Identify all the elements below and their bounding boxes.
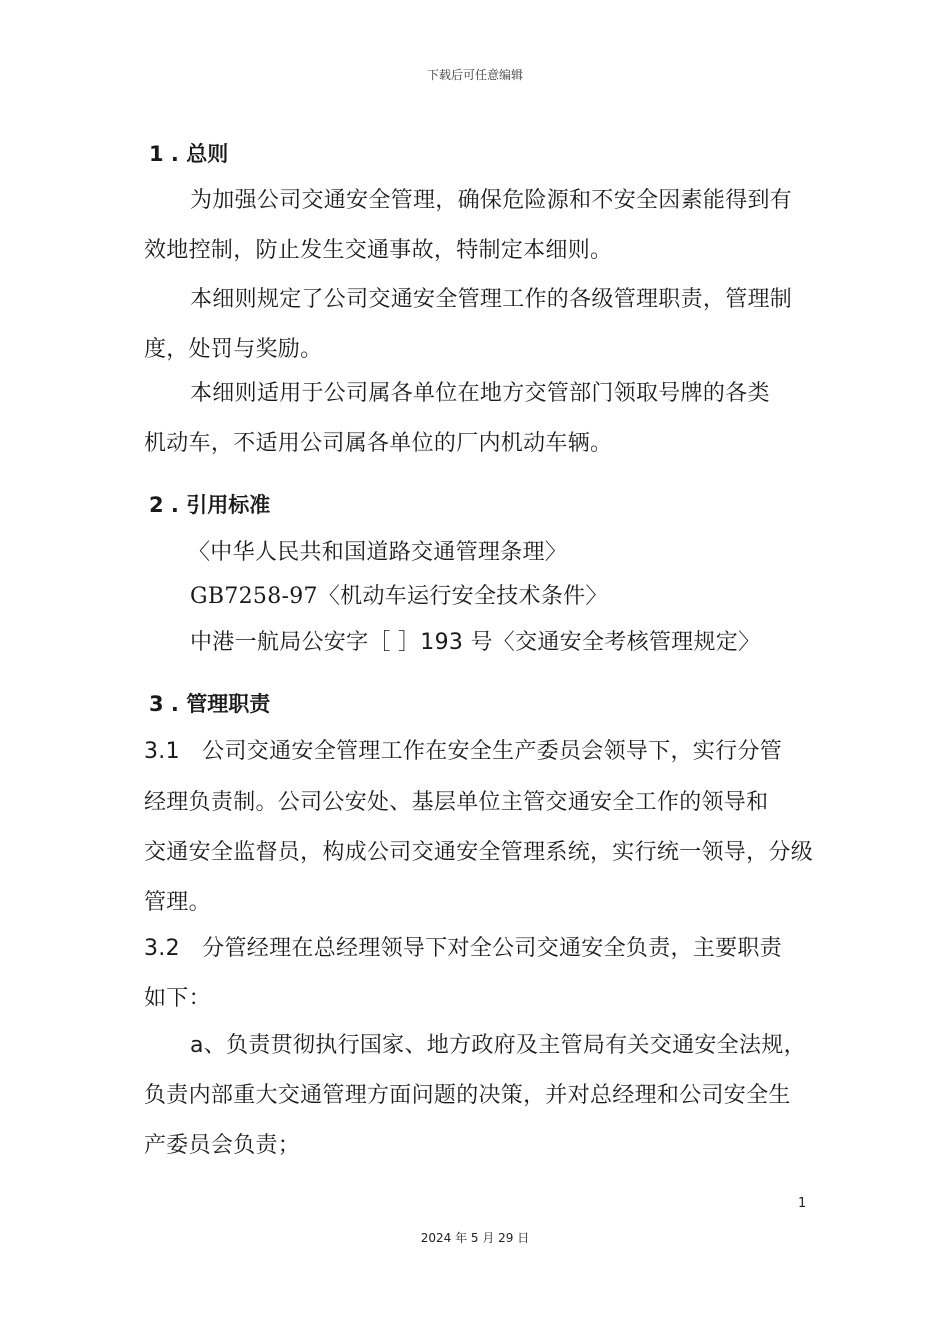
section-1-line-4: 度，处罚与奖励。 <box>144 337 323 362</box>
section-3-heading: 3 . 管理职责 <box>149 692 271 716</box>
page-number: 1 <box>798 1196 807 1211</box>
section-3-line-9: 产委员会负责； <box>144 1133 301 1158</box>
section-1-line-2: 效地控制，防止发生交通事故，特制定本细则。 <box>144 238 613 263</box>
section-2-line-3: 中港一航局公安字［ ］193 号〈交通安全考核管理规定〉 <box>190 630 761 655</box>
section-1-line-5: 本细则适用于公司属各单位在地方交管部门领取号牌的各类 <box>190 381 770 406</box>
page-header-note: 下载后可任意编辑 <box>426 68 523 82</box>
section-1-heading: 1 . 总则 <box>149 142 229 166</box>
section-3-line-1: 3.1 公司交通安全管理工作在安全生产委员会领导下，实行分管 <box>144 739 782 764</box>
section-3-line-2: 经理负责制。公司公安处、基层单位主管交通安全工作的领导和 <box>144 790 769 815</box>
section-1-line-3: 本细则规定了公司交通安全管理工作的各级管理职责，管理制 <box>190 287 793 312</box>
section-3-line-3: 交通安全监督员，构成公司交通安全管理系统，实行统一领导，分级 <box>144 840 814 865</box>
footer-date: 2024 年 5 月 29 日 <box>420 1231 530 1245</box>
section-3-line-5: 3.2 分管经理在总经理领导下对全公司交通安全负责，主要职责 <box>144 936 782 961</box>
section-2-heading: 2 . 引用标准 <box>149 493 271 517</box>
section-3-line-7: a、负责贯彻执行国家、地方政府及主管局有关交通安全法规， <box>190 1033 806 1058</box>
section-2-line-1: 〈中华人民共和国道路交通管理条理〉 <box>188 540 568 565</box>
section-1-line-1: 为加强公司交通安全管理，确保危险源和不安全因素能得到有 <box>190 188 793 213</box>
section-2-line-2: GB7258-97〈机动车运行安全技术条件〉 <box>190 584 608 609</box>
section-3-line-4: 管理。 <box>144 890 211 915</box>
section-3-line-8: 负责内部重大交通管理方面问题的决策，并对总经理和公司安全生 <box>144 1083 791 1108</box>
section-1-line-6: 机动车，不适用公司属各单位的厂内机动车辆。 <box>144 431 613 456</box>
section-3-line-6: 如下： <box>144 986 211 1011</box>
